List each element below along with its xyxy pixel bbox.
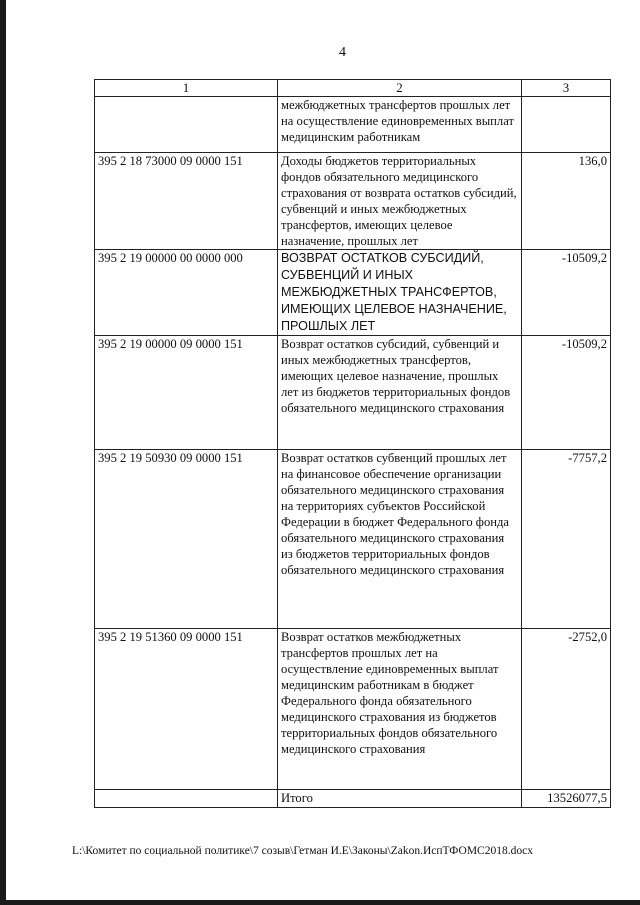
row-amount: -7757,2 — [522, 450, 611, 629]
total-row — [95, 790, 611, 808]
page-number: 4 — [339, 45, 346, 60]
total-code-cell — [95, 790, 278, 808]
footer-file-path: L:\Комитет по социальной политике\7 созыв\Гетман И.Е\Законы\Zakon.ИспТФОМС2018.docx — [72, 845, 533, 857]
table-row — [95, 97, 611, 153]
row-code: 395 2 19 50930 09 0000 151 — [95, 450, 278, 629]
row-code: 395 2 19 00000 00 0000 000 — [95, 250, 278, 336]
table-row — [95, 250, 611, 336]
budget-table — [94, 79, 611, 808]
table-row — [95, 336, 611, 450]
column-header-3: 3 — [522, 80, 611, 97]
row-code — [95, 97, 278, 153]
table-row — [95, 629, 611, 790]
row-amount: -10509,2 — [522, 336, 611, 450]
total-label: Итого — [278, 790, 522, 808]
row-name: Возврат остатков межбюджетных трансфертов прошлых лет на осуществление единовременных выплат медицинским работникам в бюджет Федерального фонда обязательного медицинского страхования из бюджетов территориальных фондов обязательного медицинского страхования — [278, 629, 522, 790]
row-code: 395 2 19 00000 09 0000 151 — [95, 336, 278, 450]
table-row — [95, 153, 611, 250]
row-amount: 136,0 — [522, 153, 611, 250]
row-code: 395 2 19 51360 09 0000 151 — [95, 629, 278, 790]
row-name: Возврат остатков субвенций прошлых лет на финансовое обеспечение организации обязательного медицинского страхования на территориях субъектов Российской Федерации в бюджет Федерального фонда обязательного медицинского страхования из бюджетов территориальных фондов обязательного медицинского страхования — [278, 450, 522, 629]
column-header-2: 2 — [278, 80, 522, 97]
row-amount: -2752,0 — [522, 629, 611, 790]
row-name: ВОЗВРАТ ОСТАТКОВ СУБСИДИЙ, СУБВЕНЦИЙ И ИНЫХ МЕЖБЮДЖЕТНЫХ ТРАНСФЕРТОВ, ИМЕЮЩИХ ЦЕЛЕВОЕ НАЗНАЧЕНИЕ, ПРОШЛЫХ ЛЕТ — [278, 250, 522, 336]
row-code: 395 2 18 73000 09 0000 151 — [95, 153, 278, 250]
scan-edge-left — [0, 0, 6, 905]
row-name: межбюджетных трансфертов прошлых лет на осуществление единовременных выплат медицинским работникам — [278, 97, 522, 153]
total-amount: 13526077,5 — [522, 790, 611, 808]
row-name: Возврат остатков субсидий, субвенций и иных межбюджетных трансфертов, имеющих целевое назначение, прошлых лет из бюджетов территориальных фондов обязательного медицинского страхования — [278, 336, 522, 450]
table-header-row — [95, 80, 611, 97]
scan-edge-bottom — [0, 900, 640, 905]
row-amount — [522, 97, 611, 153]
row-amount: -10509,2 — [522, 250, 611, 336]
row-name: Доходы бюджетов территориальных фондов обязательного медицинского страхования от возврата остатков субсидий, субвенций и иных межбюджетных трансфертов, имеющих целевое назначение, прошлых лет — [278, 153, 522, 250]
table-row — [95, 450, 611, 629]
column-header-1: 1 — [95, 80, 278, 97]
